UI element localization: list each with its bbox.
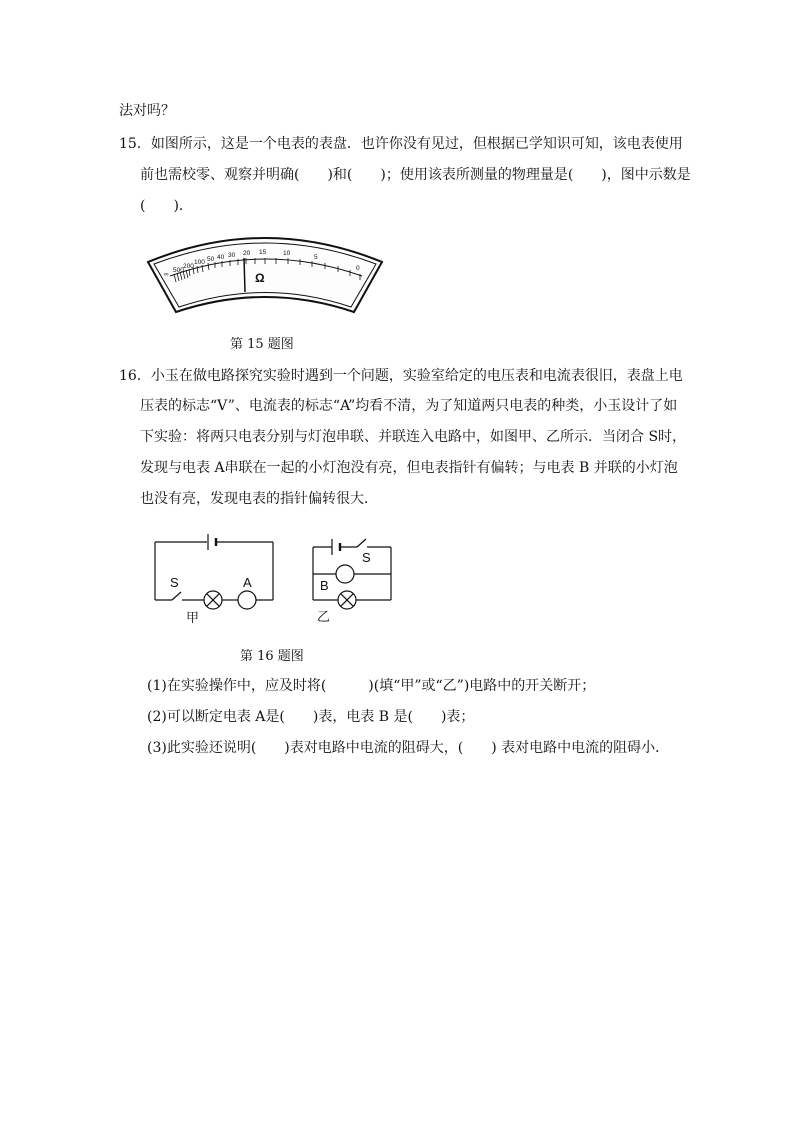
dial-label-20: 20 [243,250,251,257]
q16-line-2: 压表的标志“V”、电流表的标志“A”均看不清，为了知道两只电表的种类，小玉设计了如 [140,398,678,414]
jia-meter-icon [238,591,256,609]
jia-battery-symbol [208,534,216,550]
jia-meter-label: A [243,575,252,590]
circuit-jia-figure [150,530,290,630]
yi-lamp-icon [338,591,356,609]
circuit-yi-figure [305,530,405,630]
dial-label-30: 30 [228,252,236,259]
q15-line-1: 15．如图所示，这是一个电表的表盘．也许你没有见过，但根据已学知识可知，该电表使用 [119,136,683,152]
dial-needle [244,258,245,292]
q16-figure-caption: 第 16 题图 [240,649,304,664]
yi-circuit-name: 乙 [317,609,331,624]
q16-line-5: 也没有亮，发现电表的指针偏转很大． [140,491,378,507]
dial-label-100: 100 [194,259,205,266]
jia-circuit-name: 甲 [186,610,200,625]
dial-ohm-symbol: Ω [255,271,265,285]
q16-line-4: 发现与电表 A串联在一起的小灯泡没有亮，但电表指针有偏转；与电表 B 并联的小灯泡 [140,460,678,476]
prev-question-tail: 法对吗？ [119,103,175,119]
dial-label-15: 15 [259,249,267,256]
dial-label-5: 5 [314,254,318,261]
dial-label-200: 200 [183,263,194,270]
jia-lamp-icon [204,591,222,609]
jia-switch-label: S [170,575,179,590]
q16-sub-question-3: (3)此实验还说明( )表对电路中电流的阻碍大，( ) 表对电路中电流的阻碍小． [147,740,670,756]
dial-label-infinity: ∞ [164,271,169,278]
yi-switch-label: S [362,550,371,565]
q16-line-1: 16．小玉在做电路探究实验时遇到一个问题，实验室给定的电压表和电流表很旧，表盘上电 [119,368,683,384]
dial-label-0: 0 [356,265,360,272]
ohmmeter-dial-figure [140,230,390,320]
jia-switch-symbol [172,592,181,600]
q16-sub-question-1: (1)在实验操作中，应及时将( )(填“甲”或“乙”)电路中的开关断开； [147,678,596,694]
dial-label-500: 500 [173,267,184,274]
dial-label-40: 40 [217,254,225,261]
yi-meter-label: B [320,578,329,593]
yi-battery-symbol [332,539,340,555]
q15-line-3: ( )． [140,198,193,214]
q15-figure-caption: 第 15 题图 [230,337,294,352]
dial-label-10: 10 [283,250,291,257]
yi-switch-symbol [357,539,366,547]
yi-meter-icon [336,565,354,583]
dial-label-50: 50 [207,256,215,263]
q16-sub-question-2: (2)可以断定电表 A是( )表，电表 B 是( )表； [147,709,475,725]
q15-line-2: 前也需校零、观察并明确( )和( )；使用该表所测量的物理量是( )，图中示数是 [140,167,691,183]
q16-line-3: 下实验：将两只电表分别与灯泡串联、并联连入电路中，如图甲、乙所示．当闭合 S时， [140,429,687,445]
